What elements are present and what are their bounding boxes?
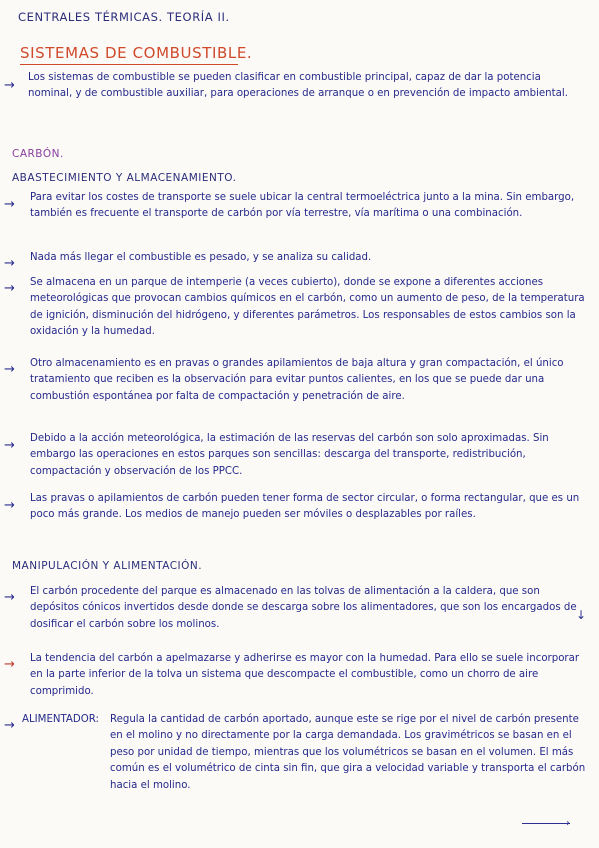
bullet-arrow-icon: → bbox=[4, 657, 15, 672]
intro-paragraph: Los sistemas de combustible se pueden clasificar en combustible principal, capaz de dar la potencia nominal, y de combustible auxiliar, para operaciones de arranque o en prevención de impacto ambiental. bbox=[28, 72, 568, 100]
bullet-arrow-icon: → bbox=[4, 281, 15, 296]
section-heading-handling: MANIPULACIÓN Y ALIMENTACIÓN. bbox=[12, 560, 203, 572]
paragraph-hoppers: El carbón procedente del parque es almacenado en las tolvas de alimentación a la caldera, que son depósitos cónicos invertidos desde donde se descarga sobre los alimentadores, que son los encargados de dosificar el carbón sobre los molinos. bbox=[30, 586, 577, 630]
side-arrow-icon: ↓ bbox=[576, 608, 587, 622]
paragraph-feeder: Regula la cantidad de carbón aportado, aunque este se rige por el nivel de carbón presente en el molino y no directamente por la carga demandada. Los gravimétricos se basan en el peso por unidad de tiempo, mientras que los volumétricos se basan en el volumen. El más común es el volumétrico de cinta sin fin, que gira a velocidad variable y transporta el carbón hacia el molino. bbox=[110, 714, 586, 791]
paragraph-piles: Otro almacenamiento es en pravas o grandes apilamientos de baja altura y gran compactación, el único tratamiento que reciben es la observación para evitar puntos calientes, en los que se puede dar una combustión espontánea por falta de compactación y penetración de aire. bbox=[30, 358, 564, 402]
bullet-arrow-icon: → bbox=[4, 718, 15, 733]
bullet-arrow-icon: → bbox=[4, 197, 15, 212]
bullet-arrow-icon: → bbox=[4, 438, 15, 453]
paragraph-weighing: Nada más llegar el combustible es pesado, y se analiza su calidad. bbox=[30, 252, 372, 263]
paragraph-humidity: La tendencia del carbón a apelmazarse y adherirse es mayor con la humedad. Para ello se suele incorporar en la parte inferior de la tolva un sistema que descompacte el combustible, como un chorro de aire comprimido. bbox=[30, 653, 580, 697]
bullet-arrow-icon: → bbox=[4, 498, 15, 513]
next-page-arrow-icon bbox=[522, 823, 570, 824]
bullet-arrow-icon: → bbox=[4, 256, 15, 271]
page-title: CENTRALES TÉRMICAS. TEORÍA II. bbox=[18, 10, 230, 24]
bullet-arrow-icon: → bbox=[4, 78, 15, 93]
paragraph-shapes: Las pravas o apilamientos de carbón pueden tener forma de sector circular, o forma rectangular, que es un poco más grande. Los medios de manejo pueden ser móviles o desplazables por raíles. bbox=[30, 493, 580, 521]
bullet-arrow-icon: → bbox=[4, 362, 15, 377]
carbon-heading: CARBÓN. bbox=[12, 148, 64, 160]
section-title: SISTEMAS DE COMBUSTIBLE. bbox=[20, 44, 253, 62]
next-page-arrow-head-icon: › bbox=[566, 818, 570, 829]
paragraph-transport: Para evitar los costes de transporte se suele ubicar la central termoeléctrica junto a la mina. Sin embargo, también es frecuente el transporte de carbón por vía terrestre, vía marítima o una combinación. bbox=[30, 192, 575, 220]
paragraph-reserves: Debido a la acción meteorológica, la estimación de las reservas del carbón son solo aproximadas. Sin embargo las operaciones en estos parques son sencillas: descarga del transporte, redistribución, compactación y observación de los PPCC. bbox=[30, 433, 549, 477]
paragraph-storage: Se almacena en un parque de intemperie (a veces cubierto), donde se expone a diferentes acciones meteorológicas que provocan cambios químicos en el carbón, como un aumento de peso, de la temperatura de ignición, disminución del hidrógeno, y diferentes parámetros. Los responsables de estos cambios son la oxidación y la humedad. bbox=[30, 277, 585, 338]
feeder-label: ALIMENTADOR: bbox=[22, 714, 99, 725]
title-underline bbox=[20, 64, 238, 65]
section-heading-supply: ABASTECIMIENTO Y ALMACENAMIENTO. bbox=[12, 172, 237, 184]
bullet-arrow-icon: → bbox=[4, 590, 15, 605]
